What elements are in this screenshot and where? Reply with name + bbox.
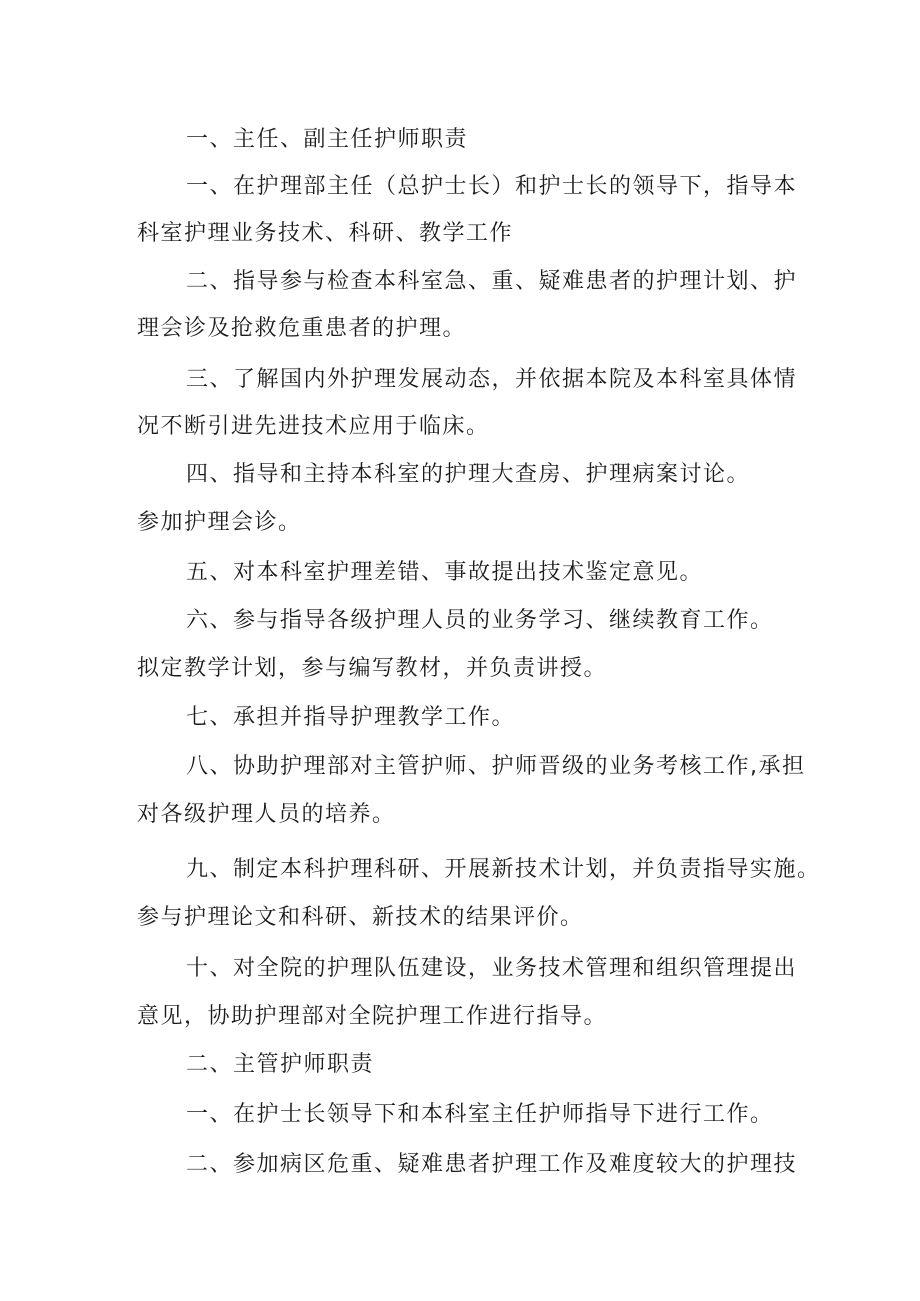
duty-paragraph-line: 六、参与指导各级护理人员的业务学习、继续教育工作。 bbox=[186, 608, 774, 633]
duty-paragraph-line: 科室护理业务技术、科研、教学工作 bbox=[137, 221, 514, 246]
section-heading-charge-nurse: 二、主管护师职责 bbox=[186, 1052, 375, 1077]
duty-paragraph-line: 参加护理会诊。 bbox=[137, 510, 302, 535]
duty-paragraph-line: 况不断引进先进技术应用于临床。 bbox=[137, 414, 490, 439]
duty-paragraph-line: 三、了解国内外护理发展动态，并依据本院及本科室具体情 bbox=[186, 367, 798, 392]
duty-paragraph-line: 一、在护理部主任（总护士长）和护士长的领导下，指导本 bbox=[186, 174, 798, 199]
duty-paragraph-line: 参与护理论文和科研、新技术的结果评价。 bbox=[137, 905, 584, 930]
duty-paragraph-line: 五、对本科室护理差错、事故提出技术鉴定意见。 bbox=[186, 560, 704, 585]
duty-paragraph-line: 对各级护理人员的培养。 bbox=[137, 802, 396, 827]
section-heading-senior-nurse: 一、主任、副主任护师职责 bbox=[186, 127, 469, 152]
duty-paragraph-line: 理会诊及抢救危重患者的护理。 bbox=[137, 316, 467, 341]
duty-paragraph-line: 一、在护士长领导下和本科室主任护师指导下进行工作。 bbox=[186, 1102, 774, 1127]
duty-paragraph-line: 十、对全院的护理队伍建设，业务技术管理和组织管理提出 bbox=[186, 956, 798, 981]
duty-paragraph-line: 意见，协助护理部对全院护理工作进行指导。 bbox=[137, 1004, 608, 1029]
duty-paragraph-line: 二、指导参与检查本科室急、重、疑难患者的护理计划、护 bbox=[186, 269, 798, 294]
duty-paragraph-line: 七、承担并指导护理教学工作。 bbox=[186, 705, 516, 730]
duty-paragraph-line: 八、协助护理部对主管护师、护师晋级的业务考核工作,承担 bbox=[186, 754, 806, 779]
duty-paragraph-line: 拟定教学计划，参与编写教材，并负责讲授。 bbox=[137, 656, 608, 681]
duty-paragraph-line: 四、指导和主持本科室的护理大查房、护理病案讨论。 bbox=[186, 462, 751, 487]
duty-paragraph-line: 九、制定本科护理科研、开展新技术计划，并负责指导实施。 bbox=[186, 857, 821, 882]
duty-paragraph-line: 二、参加病区危重、疑难患者护理工作及难度较大的护理技 bbox=[186, 1152, 798, 1177]
